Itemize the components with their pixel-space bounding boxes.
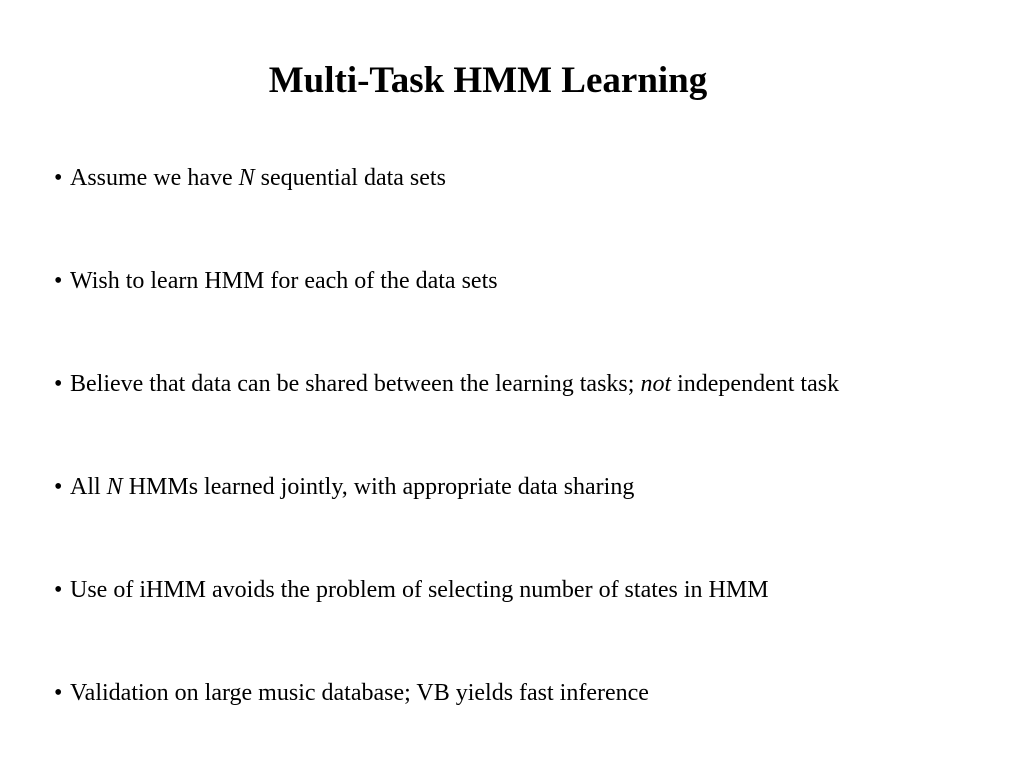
- bullet-italic-text: not: [640, 371, 672, 397]
- slide-title: Multi-Task HMM Learning: [268, 60, 708, 101]
- bullet-dot: •: [54, 577, 63, 603]
- bullet-dot: •: [54, 474, 63, 500]
- bullet-list: [54, 162, 839, 780]
- bullet-text: sequential data sets: [254, 165, 446, 191]
- bullet-italic-text: N: [106, 474, 123, 500]
- bullet-text: Validation on large music database; VB yields fast inference: [70, 680, 649, 706]
- bullet-text: Wish to learn HMM for each of the data sets: [70, 268, 498, 294]
- bullet-dot: •: [54, 680, 63, 706]
- bullet-text: All: [70, 474, 107, 500]
- bullet-item-learn-hmm: [54, 265, 839, 368]
- bullet-dot: •: [54, 165, 63, 191]
- bullet-text: HMMs learned jointly, with appropriate data sharing: [122, 474, 635, 500]
- bullet-italic-text: N: [238, 165, 255, 191]
- bullet-dot: •: [54, 371, 63, 397]
- bullet-text: Use of iHMM avoids the problem of selecting number of states in HMM: [70, 577, 769, 603]
- bullet-item-validation: [54, 677, 839, 780]
- bullet-item-joint-learning: [54, 471, 839, 574]
- bullet-item-ihmm: [54, 574, 839, 677]
- bullet-text: Believe that data can be shared between the learning tasks;: [70, 371, 641, 397]
- bullet-dot: •: [54, 268, 63, 294]
- bullet-text: Assume we have: [70, 165, 239, 191]
- bullet-text: independent task: [671, 371, 840, 397]
- bullet-item-data-shared: [54, 368, 839, 471]
- bullet-item-assume-n-datasets: [54, 162, 839, 265]
